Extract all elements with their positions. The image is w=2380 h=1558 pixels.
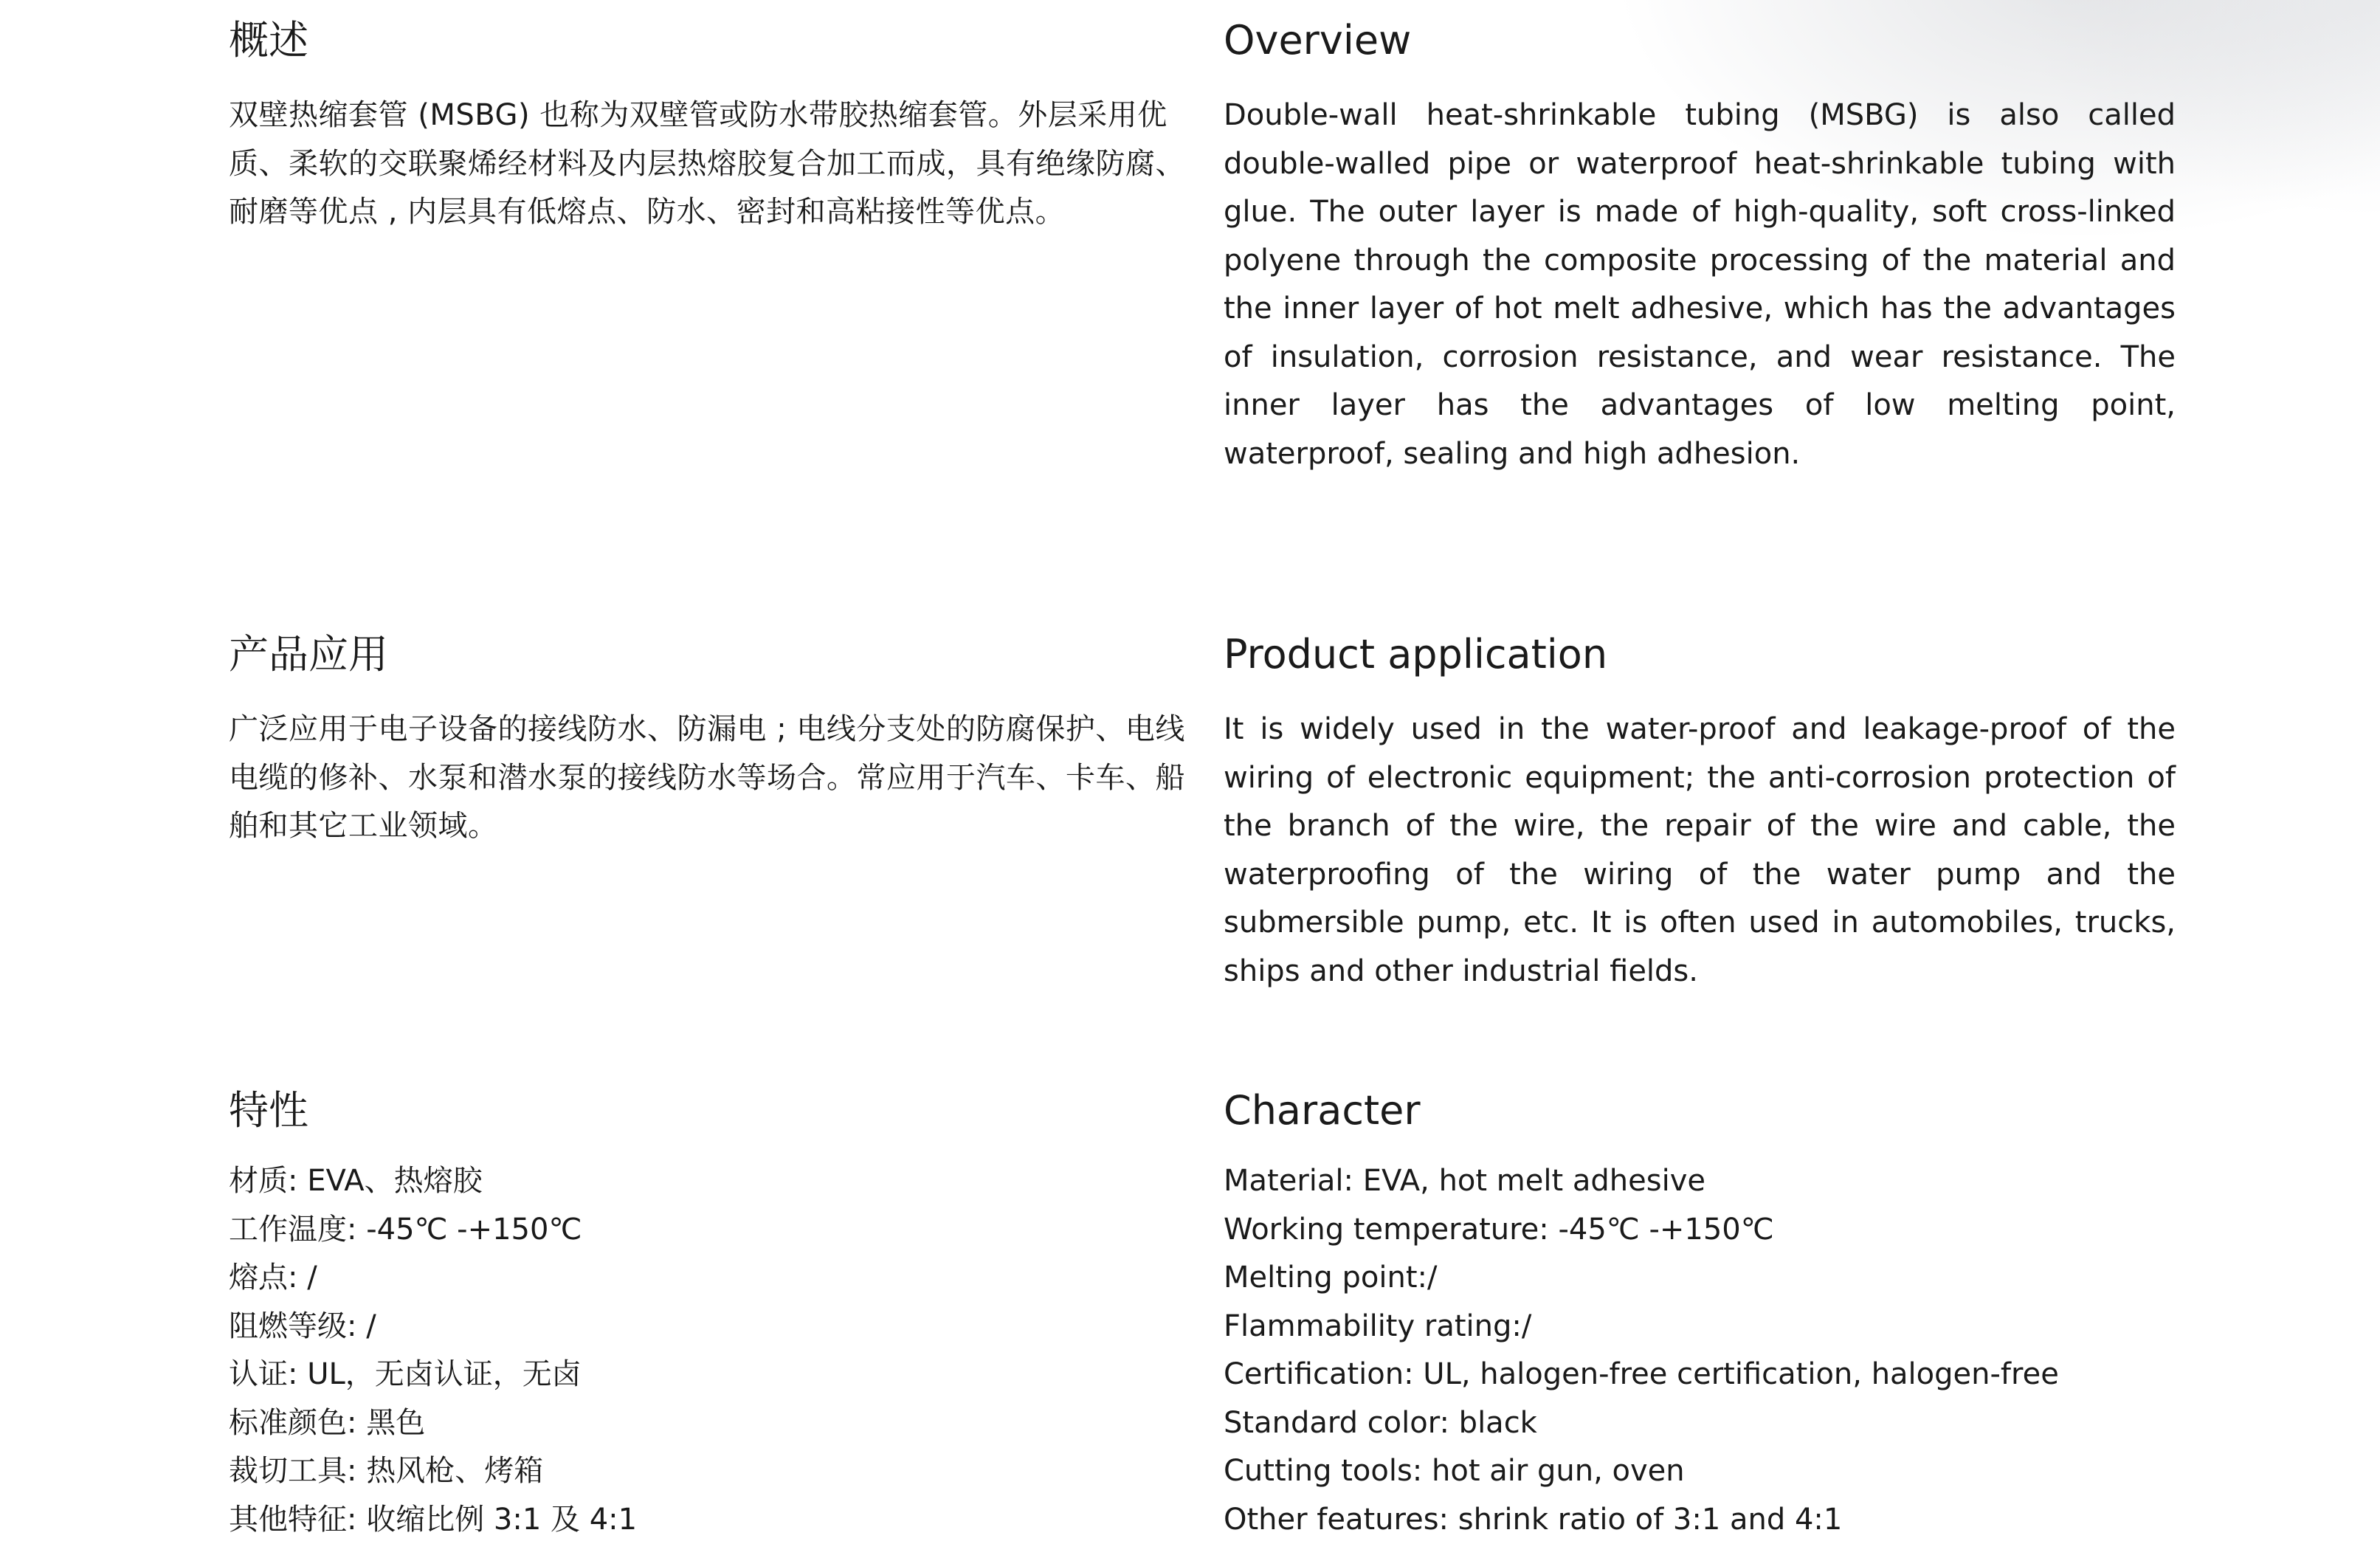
character-item-certification-en: Certification: UL, halogen-free certification, halogen-free: [1224, 1357, 2059, 1391]
character-item-certification-zh: 认证: UL，无卤认证，无卤: [229, 1357, 582, 1391]
character-heading-zh: 特性: [229, 1087, 308, 1134]
character-item-standard-color-en: Standard color: black: [1224, 1405, 1537, 1440]
character-item-working-temperature-en: Working temperature: -45℃ -+150℃: [1224, 1212, 1774, 1247]
application-text-en: It is widely used in the water-proof and leakage-proof of the wiring of electronic equipment; the anti-corrosion protection of the branch of the wire, the repair of the wire and cable, the waterproofing of the wiring of the water pump and the submersible pump, etc. It is often used in automobiles, trucks, ships and other industrial fields.: [1224, 712, 2176, 988]
overview-text-en: Double-wall heat-shrinkable tubing (MSBG) is also called double-walled pipe or waterproof heat-shrinkable tubing with glue. The outer layer is made of high-quality, soft cross-linked polyene through the composite processing of the material and the inner layer of hot melt adhesive, which has the advantages of insulation, corrosion resistance, and wear resistance. The inner layer has the advantages of low melting point, waterproof, sealing and high adhesion.: [1224, 98, 2176, 471]
application-section-zh: [229, 629, 1188, 851]
character-item-melting-point-zh: 熔点: /: [229, 1261, 317, 1295]
character-list-zh: [229, 1157, 1188, 1544]
application-text-zh: 广泛应用于电子设备的接线防水、防漏电 ; 电线分支处的防腐保护、电线电缆的修补、水泵和潜水泵的接线防水等场合。常应用于汽车、卡车、船舶和其它工业领域。: [229, 712, 1185, 843]
overview-section-en: [1224, 15, 2176, 478]
overview-text-zh: 双壁热缩套管 (MSBG) 也称为双壁管或防水带胶热缩套管。外层采用优质、柔软的交联聚烯经材料及内层热熔胶复合加工而成，具有绝缘防腐、耐磨等优点 , 内层具有低熔点、防水、密封和高粘接性等优点。: [229, 98, 1185, 229]
character-section-en: [1224, 1085, 2176, 1544]
character-item-flammability-en: Flammability rating:/: [1224, 1309, 1532, 1343]
application-heading-en: Product application: [1224, 631, 1608, 678]
overview-section-zh: [229, 15, 1188, 237]
character-item-material-en: Material: EVA, hot melt adhesive: [1224, 1164, 1705, 1198]
character-item-cutting-tools-zh: 裁切工具: 热风枪、烤箱: [229, 1454, 544, 1488]
character-item-other-features-en: Other features: shrink ratio of 3:1 and 4:1: [1224, 1502, 1843, 1537]
character-section-zh: [229, 1085, 1188, 1544]
character-item-other-features-zh: 其他特征: 收缩比例 3:1 及 4:1: [229, 1502, 638, 1537]
character-item-material-zh: 材质: EVA、热熔胶: [229, 1164, 483, 1198]
character-heading-en: Character: [1224, 1087, 1421, 1134]
overview-heading-en: Overview: [1224, 17, 1412, 63]
character-item-cutting-tools-en: Cutting tools: hot air gun, oven: [1224, 1454, 1685, 1488]
character-item-flammability-zh: 阻燃等级: /: [229, 1309, 376, 1343]
application-heading-zh: 产品应用: [229, 631, 388, 678]
character-item-melting-point-en: Melting point:/: [1224, 1261, 1438, 1295]
application-section-en: [1224, 629, 2176, 996]
character-item-standard-color-zh: 标准颜色: 黑色: [229, 1405, 426, 1440]
overview-heading-zh: 概述: [229, 17, 308, 63]
character-item-working-temperature-zh: 工作温度: -45℃ -+150℃: [229, 1212, 582, 1247]
character-list-en: [1224, 1157, 2176, 1544]
